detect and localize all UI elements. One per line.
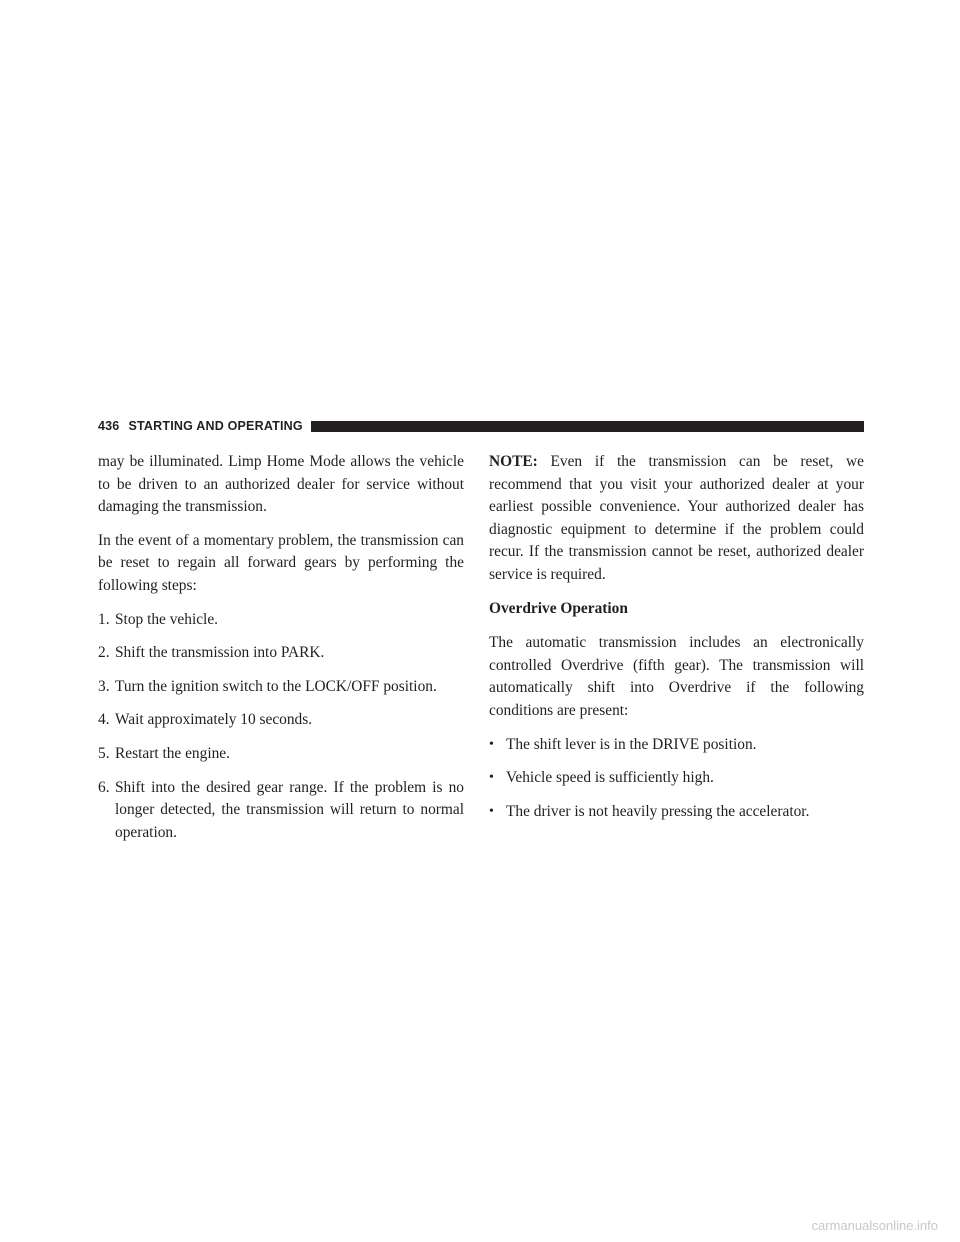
step-number: 5. <box>98 744 110 762</box>
header-rule <box>311 421 864 432</box>
reset-intro-paragraph: In the event of a momentary problem, the transmission can be reset to regain all forward gears by performing the following steps: <box>98 531 464 594</box>
step-item <box>98 709 464 732</box>
step-item <box>98 676 464 699</box>
step-number: 6. <box>98 778 110 796</box>
step-number: 2. <box>98 644 110 662</box>
bullet-text: Vehicle speed is sufficiently high. <box>506 769 714 787</box>
step-text: Shift into the desired gear range. If the problem is no longer detected, the transmission will return to normal operation. <box>115 778 464 841</box>
bullet-mark: • <box>489 736 494 752</box>
step-text: Stop the vehicle. <box>115 610 219 628</box>
step-text: Restart the engine. <box>115 744 230 762</box>
step-text: Wait approximately 10 seconds. <box>115 711 313 729</box>
step-number: 3. <box>98 677 110 695</box>
footer-watermark: carmanualsonline.info <box>811 1218 938 1233</box>
intro-paragraph: may be illuminated. Limp Home Mode allows the vehicle to be driven to an authorized dealer for service without damaging the transmission. <box>98 453 464 516</box>
bullet-item <box>489 734 864 757</box>
subheading-overdrive: Overdrive Operation <box>489 599 628 617</box>
note-text: Even if the transmission can be reset, we recommend that you visit your authorized dealer at your earliest possible convenience. Your authorized dealer has diagnostic equipment to determine if the problem could recur. If the transmission cannot be reset, authorized dealer service is required. <box>489 453 864 583</box>
bullet-mark: • <box>489 803 494 819</box>
right-column <box>489 451 864 834</box>
step-number: 4. <box>98 711 110 729</box>
step-item <box>98 609 464 632</box>
bullet-mark: • <box>489 770 494 786</box>
step-item <box>98 743 464 766</box>
step-text: Turn the ignition switch to the LOCK/OFF position. <box>115 677 437 695</box>
page-number: 436 <box>98 419 120 433</box>
overdrive-paragraph: The automatic transmission includes an electronically controlled Overdrive (fifth gear). The transmission will automatically shift into Overdrive if the following conditions are present: <box>489 634 864 719</box>
step-number: 1. <box>98 610 110 628</box>
bullet-text: The shift lever is in the DRIVE position. <box>506 735 757 753</box>
left-column <box>98 451 464 855</box>
note-label: NOTE: <box>489 453 538 470</box>
note-paragraph <box>489 451 864 587</box>
bullet-item <box>489 767 864 790</box>
step-item <box>98 777 464 845</box>
section-title: STARTING AND OPERATING <box>128 419 303 433</box>
page-header <box>98 418 864 434</box>
bullet-text: The driver is not heavily pressing the accelerator. <box>506 802 810 820</box>
step-text: Shift the transmission into PARK. <box>115 644 325 662</box>
step-item <box>98 642 464 665</box>
bullet-item <box>489 801 864 824</box>
